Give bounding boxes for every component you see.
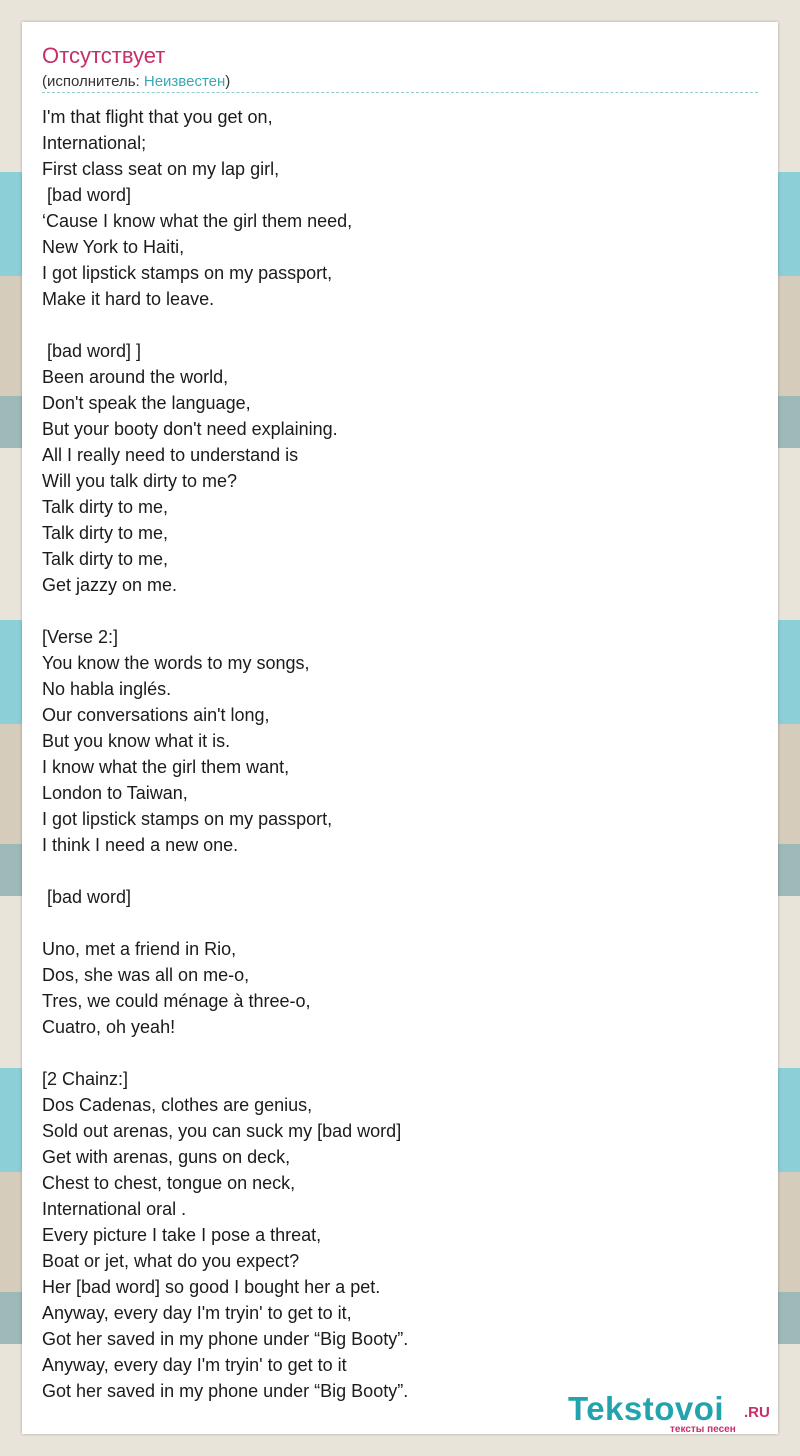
lyric-line: Dos Cadenas, clothes are genius, (42, 1095, 313, 1115)
lyric-line: Get with arenas, guns on deck, (42, 1147, 291, 1167)
lyric-line: Got her saved in my phone under “Big Booty”. (42, 1329, 409, 1349)
lyric-line: London to Taiwan, (42, 783, 188, 803)
logo-name: Tekstovoi (568, 1390, 725, 1427)
lyric-line: Chest to chest, tongue on neck, (42, 1173, 296, 1193)
lyric-line: Anyway, every day I'm tryin' to get to it (42, 1355, 347, 1375)
lyric-line: Talk dirty to me, (42, 497, 169, 517)
lyric-line: Get jazzy on me. (42, 575, 178, 595)
lyric-blank-line (42, 312, 758, 338)
lyric-line: All I really need to understand is (42, 445, 299, 465)
site-logo[interactable] (568, 1392, 778, 1434)
lyric-line: I know what the girl them want, (42, 757, 290, 777)
lyric-line: [bad word] ] (42, 341, 142, 361)
lyric-line: Boat or jet, what do you expect? (42, 1251, 300, 1271)
title-divider (42, 92, 758, 93)
artist-prefix: (исполнитель: (42, 73, 144, 90)
lyric-line: Talk dirty to me, (42, 549, 169, 569)
lyric-line: Make it hard to leave. (42, 289, 215, 309)
lyric-line: Been around the world, (42, 367, 229, 387)
lyric-line: Sold out arenas, you can suck my [bad word] (42, 1121, 402, 1141)
logo-domain: .RU (744, 1404, 770, 1421)
logo-tagline: тексты песен (670, 1424, 736, 1435)
lyric-line: But your booty don't need explaining. (42, 419, 338, 439)
lyric-line: Cuatro, oh yeah! (42, 1017, 176, 1037)
lyric-line: I'm that flight that you get on, (42, 107, 273, 127)
lyric-line: ‘Cause I know what the girl them need, (42, 211, 353, 231)
artist-line (42, 72, 230, 92)
lyric-line: Talk dirty to me, (42, 523, 169, 543)
lyrics-card (22, 22, 778, 1434)
lyric-line: You know the words to my songs, (42, 653, 310, 673)
lyric-line: Tres, we could ménage à three-o, (42, 991, 311, 1011)
lyric-line: Her [bad word] so good I bought her a pet. (42, 1277, 381, 1297)
lyric-blank-line (42, 598, 758, 624)
lyric-line: International oral . (42, 1199, 187, 1219)
artist-link[interactable]: Неизвестен (143, 73, 226, 90)
lyric-line: New York to Haiti, (42, 237, 185, 257)
lyric-line: Will you talk dirty to me? (42, 471, 238, 491)
lyric-line: I got lipstick stamps on my passport, (42, 809, 333, 829)
lyrics-text (42, 104, 758, 1404)
lyric-blank-line (42, 910, 758, 936)
lyric-line: I think I need a new one. (42, 835, 239, 855)
lyric-line: Don't speak the language, (42, 393, 251, 413)
lyric-line: No habla inglés. (42, 679, 172, 699)
lyric-line: First class seat on my lap girl, (42, 159, 280, 179)
lyric-line: I got lipstick stamps on my passport, (42, 263, 333, 283)
lyric-line: Our conversations ain't long, (42, 705, 270, 725)
lyric-line: [bad word] (42, 185, 132, 205)
lyric-line: Dos, she was all on me-o, (42, 965, 250, 985)
lyric-line: [bad word] (42, 887, 132, 907)
lyric-line: International; (42, 133, 147, 153)
lyric-line: [Verse 2:] (42, 627, 119, 647)
lyric-line: Uno, met a friend in Rio, (42, 939, 237, 959)
lyric-line: But you know what it is. (42, 731, 231, 751)
lyric-line: Got her saved in my phone under “Big Booty”. (42, 1381, 409, 1401)
lyric-blank-line (42, 1040, 758, 1066)
lyric-blank-line (42, 858, 758, 884)
song-title: Отсутствует (42, 43, 166, 68)
artist-suffix: ) (225, 73, 231, 90)
lyric-line: Anyway, every day I'm tryin' to get to it, (42, 1303, 352, 1323)
lyric-line: [2 Chainz:] (42, 1069, 129, 1089)
lyric-line: Every picture I take I pose a threat, (42, 1225, 322, 1245)
